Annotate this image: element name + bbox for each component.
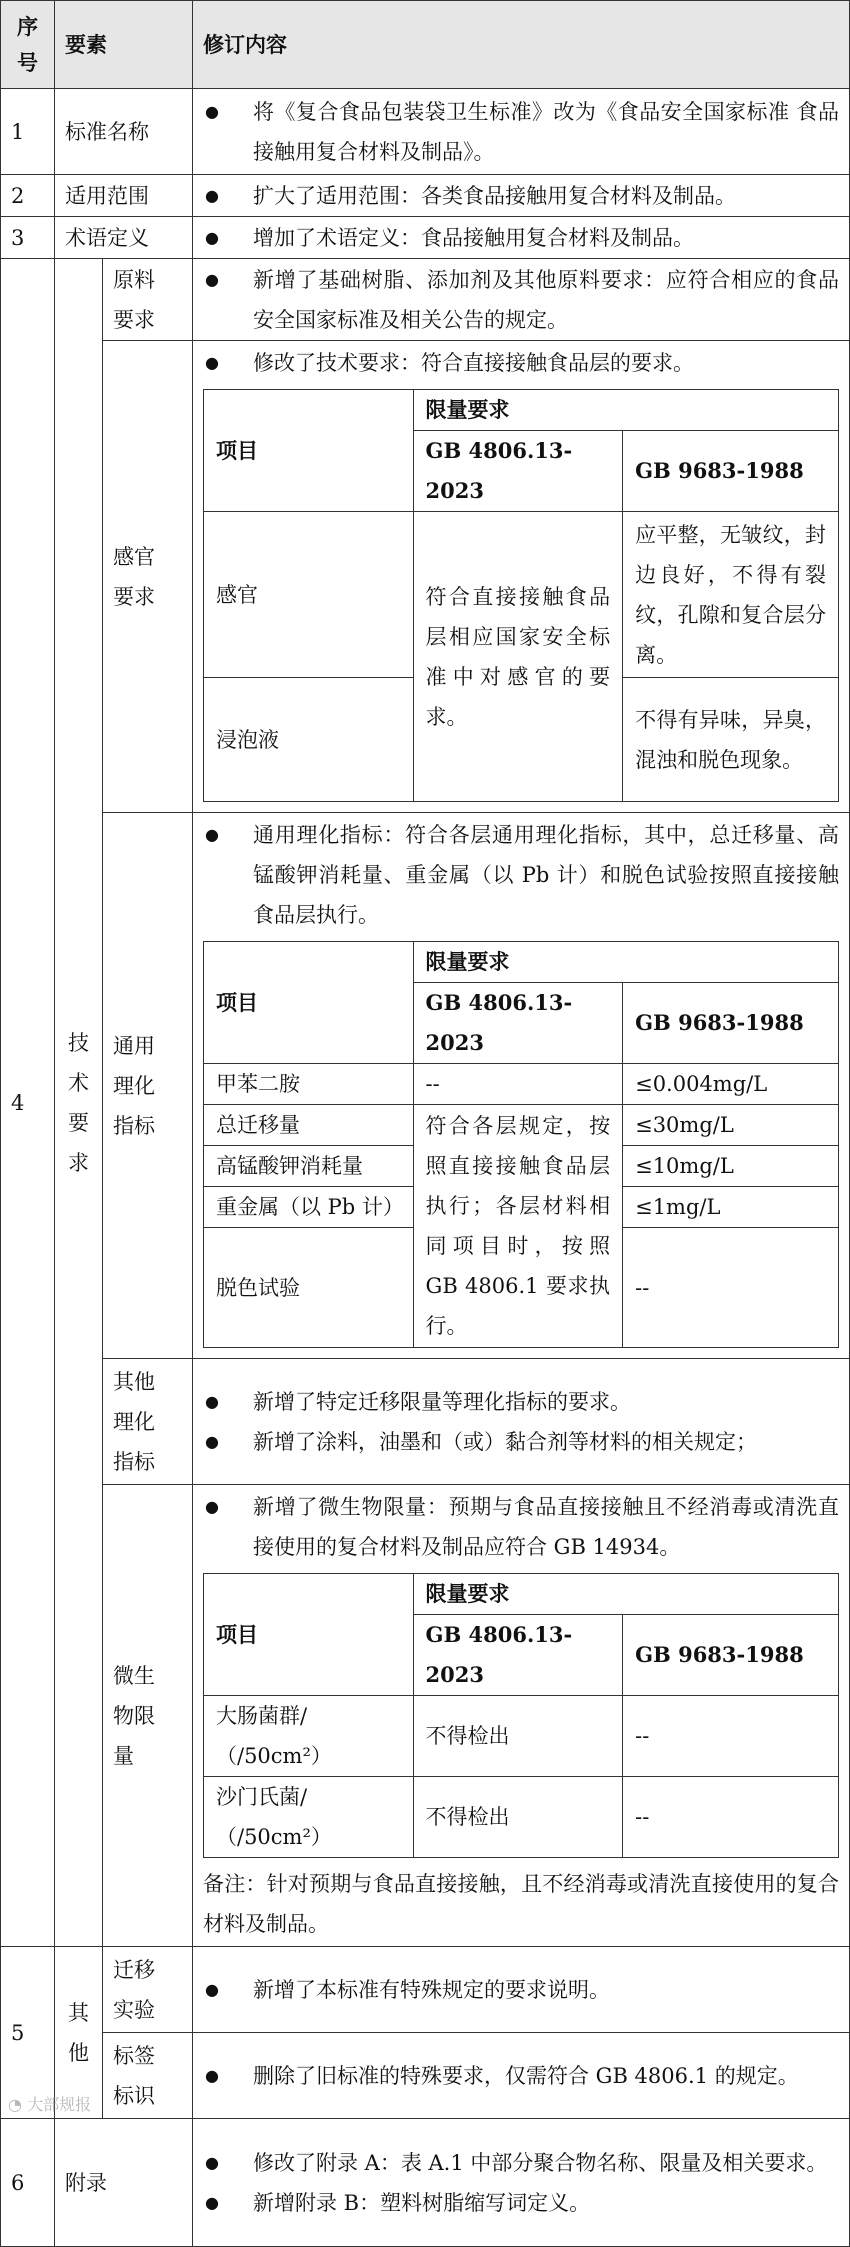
- bullet-icon: ●: [205, 1391, 219, 1411]
- table-row: [1, 1947, 850, 2033]
- item-line: 沙门氏菌/: [216, 1785, 308, 1809]
- inner-cell-item: 感官: [204, 512, 414, 678]
- bullet-text: 删除了旧标准的特殊要求，仅需符合 GB 4806.1 的规定。: [253, 2063, 799, 2088]
- inner-header-limit: 限量要求: [413, 1574, 838, 1615]
- header-element-text: 要素: [65, 31, 107, 57]
- sensory-table: [203, 389, 839, 802]
- sub-element: [103, 1947, 193, 2033]
- row-content: [193, 1359, 850, 1485]
- bullet-icon: ●: [205, 1979, 219, 1999]
- inner-cell-old: --: [623, 1696, 839, 1777]
- row-number: 1: [1, 89, 55, 175]
- inner-header-item: 项目: [204, 942, 414, 1064]
- sub-element: [103, 2033, 193, 2119]
- inner-header-item: 项目: [204, 390, 414, 512]
- inner-header-std-new: GB 4806.13-2023: [413, 983, 623, 1064]
- row-number: 4: [1, 259, 55, 1947]
- row-element-vertical: [55, 259, 103, 1947]
- inner-cell-old: --: [623, 1228, 839, 1348]
- table-row: [1, 813, 850, 1359]
- row-content: [193, 175, 850, 217]
- row-number: 6: [1, 2119, 55, 2247]
- inner-cell-old: --: [623, 1777, 839, 1858]
- table-row: [1, 1359, 850, 1485]
- inner-cell-old: ≤30mg/L: [623, 1105, 839, 1146]
- raw-material-label: 原料要求: [113, 267, 155, 332]
- row-content: [193, 1947, 850, 2033]
- physchem-label: 通用理化指标: [113, 1033, 155, 1138]
- row-number: 3: [1, 217, 55, 259]
- table-row: [1, 2119, 850, 2247]
- inner-cell-new: 不得检出: [413, 1777, 623, 1858]
- table-row: [1, 89, 850, 175]
- header-content: [193, 1, 850, 89]
- table-row: [1, 341, 850, 813]
- inner-cell-new: --: [413, 1064, 623, 1105]
- watermark-icon: ◔: [8, 2095, 22, 2114]
- bullet-icon: ●: [205, 269, 219, 289]
- bullet-text: 新增了基础树脂、添加剂及其他原料要求：应符合相应的食品安全国家标准及相关公告的规定。: [253, 267, 839, 332]
- row-content: [193, 217, 850, 259]
- bullet-text: 新增了特定迁移限量等理化指标的要求。: [253, 1389, 631, 1414]
- inner-header-std-new: GB 4806.13-2023: [413, 1615, 623, 1696]
- bullet-icon: ●: [205, 2065, 219, 2085]
- bullet-icon: ●: [205, 1497, 219, 1516]
- row-content: [193, 89, 850, 175]
- sub-element: [103, 1485, 193, 1947]
- tech-requirements-label: 技术要求: [68, 1030, 89, 1175]
- inner-cell-old: ≤1mg/L: [623, 1187, 839, 1228]
- bullet-icon: ●: [205, 2152, 219, 2172]
- table-row: [1, 2033, 850, 2119]
- table-row: [1, 259, 850, 341]
- item-line: （/50cm²）: [216, 1744, 332, 1768]
- migration-label: 迁移实验: [113, 1957, 155, 2022]
- sub-element: [103, 259, 193, 341]
- bullet-text: 新增了微生物限量：预期与食品直接接触且不经消毒或清洗直接使用的复合材料及制品应符合 GB 14934。: [253, 1495, 839, 1559]
- inner-cell-new-merged: 符合各层规定，按照直接接触食品层执行；各层材料相同项目时，按照 GB 4806.1 要求执行。: [413, 1105, 623, 1348]
- bullet-text: 修改了技术要求：符合直接接触食品层的要求。: [253, 351, 694, 375]
- table-header-row: [1, 1, 850, 89]
- sub-element: [103, 341, 193, 813]
- label-mark-label: 标签标识: [113, 2043, 155, 2108]
- table-row: [1, 175, 850, 217]
- inner-cell-old: ≤10mg/L: [623, 1146, 839, 1187]
- inner-cell-item: 浸泡液: [204, 678, 414, 802]
- inner-header-item: 项目: [204, 1574, 414, 1696]
- row-number: 5: [1, 1947, 55, 2119]
- row-content: [193, 341, 850, 813]
- item-line: （/50cm²）: [216, 1825, 332, 1849]
- header-element: [55, 1, 193, 89]
- sensory-label: 感官要求: [113, 544, 155, 609]
- row-content: [193, 1485, 850, 1947]
- sub-element: [103, 1359, 193, 1485]
- micro-note: 备注：针对预期与食品直接接触，且不经消毒或清洗直接使用的复合材料及制品。: [203, 1872, 839, 1936]
- row-element: 附录: [55, 2119, 193, 2247]
- other-physchem-label: 其他理化指标: [113, 1369, 155, 1474]
- bullet-icon: ●: [205, 2192, 219, 2212]
- inner-cell-new: 不得检出: [413, 1696, 623, 1777]
- sub-element: [103, 813, 193, 1359]
- header-content-text: 修订内容: [203, 31, 287, 57]
- inner-cell-old: ≤0.004mg/L: [623, 1064, 839, 1105]
- inner-cell-old: 不得有异味，异臭，混浊和脱色现象。: [623, 678, 839, 802]
- bullet-icon: ●: [205, 227, 219, 247]
- row-element: 标准名称: [55, 89, 193, 175]
- bullet-icon: ●: [205, 1431, 219, 1451]
- row-number: 2: [1, 175, 55, 217]
- inner-cell-item: 高锰酸钾消耗量: [204, 1146, 414, 1187]
- other-label: 其他: [68, 2000, 89, 2065]
- bullet-text: 增加了术语定义：食品接触用复合材料及制品。: [253, 225, 694, 250]
- bullet-text: 新增了本标准有特殊规定的要求说明。: [253, 1977, 610, 2002]
- inner-header-limit: 限量要求: [413, 390, 838, 431]
- inner-header-std-old: GB 9683-1988: [623, 431, 839, 512]
- inner-cell-old: 应平整，无皱纹，封边良好，不得有裂纹，孔隙和复合层分离。: [623, 512, 839, 678]
- inner-cell-item: [204, 1696, 414, 1777]
- bullet-text: 修改了附录 A：表 A.1 中部分聚合物名称、限量及相关要求。: [253, 2150, 828, 2175]
- inner-header-limit: 限量要求: [413, 942, 838, 983]
- row-content: [193, 2119, 850, 2247]
- inner-cell-item: 总迁移量: [204, 1105, 414, 1146]
- item-line: 大肠菌群/: [216, 1704, 308, 1728]
- watermark-text: 大部规报: [27, 2095, 92, 2114]
- watermark: [8, 2092, 91, 2115]
- physchem-table: [203, 941, 839, 1348]
- micro-table: [203, 1573, 839, 1858]
- header-no: [1, 1, 55, 89]
- inner-header-std-new: GB 4806.13-2023: [413, 431, 623, 512]
- micro-label: 微生物限量: [113, 1663, 155, 1768]
- row-element: 适用范围: [55, 175, 193, 217]
- bullet-text: 新增了涂料，油墨和（或）黏合剂等材料的相关规定；: [253, 1429, 757, 1454]
- bullet-icon: ●: [205, 185, 219, 205]
- bullet-icon: ●: [205, 101, 219, 121]
- inner-cell-item: 重金属（以 Pb 计）: [204, 1187, 414, 1228]
- row-content: [193, 259, 850, 341]
- bullet-text: 扩大了适用范围：各类食品接触用复合材料及制品。: [253, 183, 736, 208]
- bullet-text: 通用理化指标：符合各层通用理化指标，其中，总迁移量、高锰酸钾消耗量、重金属（以 Pb 计）和脱色试验按照直接接触食品层执行。: [253, 823, 839, 927]
- bullet-text: 将《复合食品包装袋卫生标准》改为《食品安全国家标准 食品接触用复合材料及制品》。: [253, 99, 839, 164]
- inner-cell-item: 脱色试验: [204, 1228, 414, 1348]
- bullet-text: 新增附录 B：塑料树脂缩写词定义。: [253, 2190, 591, 2215]
- table-row: [1, 217, 850, 259]
- inner-cell-new-merged: 符合直接接触食品层相应国家安全标准中对感官的要求。: [413, 512, 623, 802]
- row-content: [193, 813, 850, 1359]
- row-element: 术语定义: [55, 217, 193, 259]
- inner-cell-item: [204, 1777, 414, 1858]
- bullet-icon: ●: [205, 825, 219, 844]
- inner-header-std-old: GB 9683-1988: [623, 1615, 839, 1696]
- inner-header-std-old: GB 9683-1988: [623, 983, 839, 1064]
- row-content: [193, 2033, 850, 2119]
- table-row: [1, 1485, 850, 1947]
- bullet-icon: ●: [205, 353, 219, 372]
- header-no-text: 序号: [17, 13, 38, 75]
- inner-cell-item: 甲苯二胺: [204, 1064, 414, 1105]
